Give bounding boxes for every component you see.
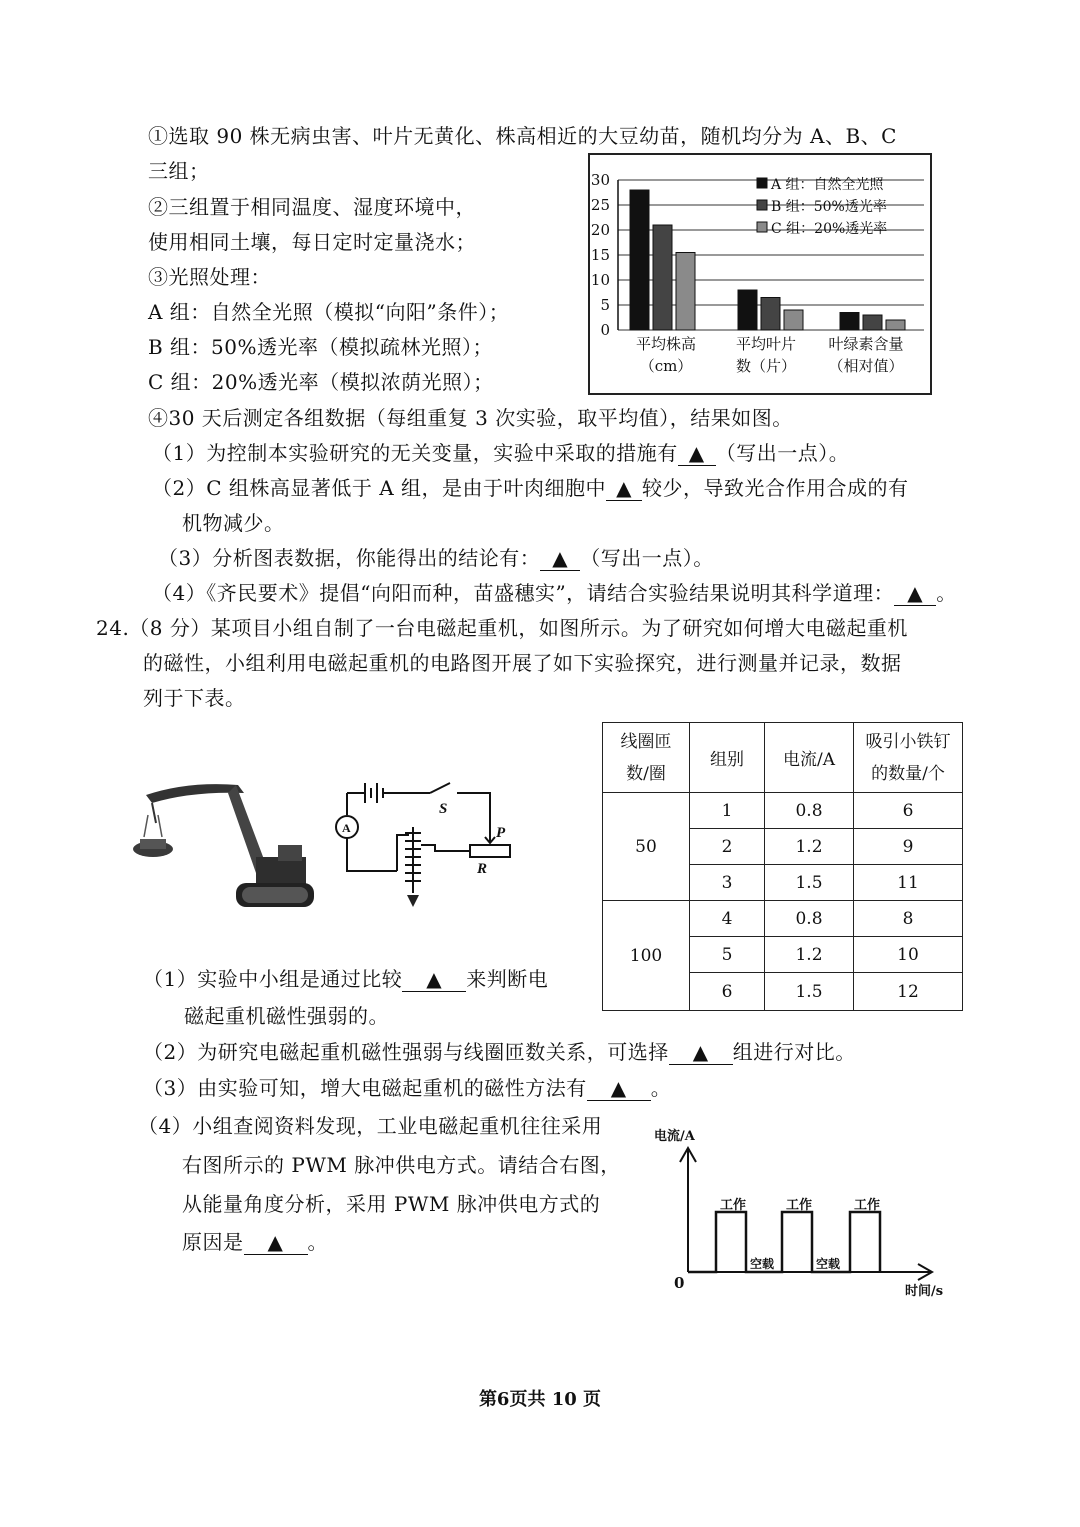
y-tick-label: 0	[600, 321, 610, 339]
q23-sub1: （1）为控制本实验研究的无关变量，实验中采取的措施有 ▲ （写出一点）。	[152, 441, 850, 465]
table-cell: 6	[854, 793, 963, 829]
q23-step3: ③光照处理：	[148, 265, 271, 289]
q23-group-a: A 组：自然全光照（模拟“向阳”条件）；	[148, 300, 510, 324]
table-cell: 1.2	[765, 829, 854, 865]
idle-label: 空载	[750, 1257, 775, 1271]
x-category-label: （相对值）	[828, 357, 904, 375]
slider-label: P	[496, 825, 506, 841]
col-header-group: 组别	[690, 723, 765, 793]
table-row	[603, 901, 963, 937]
legend-label: A 组：自然全光照	[771, 177, 884, 193]
q24-head2: 的磁性，小组利用电磁起重机的电路图开展了如下实验探究，进行测量并记录，数据	[143, 651, 902, 675]
pulse-waveform	[688, 1212, 880, 1272]
legend-swatch	[757, 178, 767, 188]
table-cell: 12	[854, 973, 963, 1011]
x-category-label: 叶绿素含量	[828, 335, 904, 353]
x-category-label: （cm）	[639, 357, 693, 375]
q24-head: 24.（8 分）某项目小组自制了一台电磁起重机，如图所示。为了研究如何增大电磁起重机	[96, 616, 908, 640]
answer-blank: ▲	[606, 476, 642, 501]
ammeter-label: A	[342, 821, 351, 835]
q23-step2: ②三组置于相同温度、湿度环境中，	[148, 195, 476, 219]
crane-illustration	[128, 775, 318, 915]
table-cell: 1.2	[765, 937, 854, 973]
bar	[784, 310, 803, 330]
q24-sub4a: （4）小组查阅资料发现，工业电磁起重机往往采用	[138, 1114, 603, 1138]
bar	[630, 190, 649, 330]
page-footer: 第6页共 10 页	[478, 1389, 602, 1410]
table-cell: 5	[690, 937, 765, 973]
answer-blank: ▲	[540, 546, 580, 571]
x-category-label: 平均株高	[635, 335, 697, 353]
y-tick-label: 30	[590, 171, 610, 189]
table-cell: 8	[854, 901, 963, 937]
x-category-label: 数（片）	[735, 357, 797, 375]
q23-sub4: （4）《齐民要术》提倡“向阳而种，苗盛穗实”，请结合实验结果说明其科学道理： ▲ 。	[152, 581, 957, 605]
q23-step1: ①选取 90 株无病虫害、叶片无黄化、株高相近的大豆幼苗，随机均分为 A、B、C	[148, 124, 897, 148]
table-cell: 1.5	[765, 865, 854, 901]
y-tick-label: 20	[590, 221, 610, 239]
table-cell: 10	[854, 937, 963, 973]
answer-blank: ▲	[587, 1076, 651, 1101]
q23-step2b: 使用相同土壤，每日定时定量浇水；	[148, 230, 476, 254]
legend-label: C 组：20%透光率	[771, 221, 888, 237]
legend-swatch	[757, 200, 767, 210]
table-cell: 1	[690, 793, 765, 829]
x-axis-label: 时间/s	[905, 1284, 944, 1299]
col-header-turns: 线圈匝 数/圈	[603, 723, 690, 793]
col-header-current: 电流/A	[765, 723, 854, 793]
table-cell: 0.8	[765, 793, 854, 829]
bar-chart	[588, 153, 932, 395]
work-label: 工作	[720, 1198, 747, 1213]
q24-sub2: （2）为研究电磁起重机磁性强弱与线圈匝数关系，可选择 ▲ 组进行对比。	[143, 1040, 856, 1064]
table-cell: 3	[690, 865, 765, 901]
bar	[886, 320, 905, 330]
pwm-graph	[650, 1120, 950, 1300]
answer-blank: ▲	[678, 441, 716, 466]
q24-sub4d: 原因是 ▲ 。	[182, 1230, 328, 1254]
rheostat-label: R	[477, 861, 488, 877]
table-cell: 6	[690, 973, 765, 1011]
bar	[761, 298, 780, 331]
q24-sub3: （3）由实验可知，增大电磁起重机的磁性方法有 ▲ 。	[143, 1076, 672, 1100]
y-tick-label: 10	[590, 271, 610, 289]
rheostat-icon	[470, 845, 510, 857]
x-category-label: 平均叶片	[735, 335, 797, 353]
bar	[863, 315, 882, 330]
table-cell: 4	[690, 901, 765, 937]
origin-label: 0	[674, 1274, 685, 1292]
answer-blank: ▲	[244, 1230, 308, 1255]
q23-sub3: （3）分析图表数据，你能得出的结论有： ▲ （写出一点）。	[158, 546, 714, 570]
answer-blank: ▲	[402, 967, 466, 992]
q23-sub2: （2）C 组株高显著低于 A 组，是由于叶肉细胞中 ▲ 较少，导致光合作用合成的有	[152, 476, 909, 500]
idle-label: 空载	[816, 1257, 841, 1271]
y-tick-label: 25	[590, 196, 610, 214]
bar	[738, 290, 757, 330]
q23-group-b: B 组：50%透光率（模拟疏林光照）；	[148, 335, 494, 359]
table-cell: 2	[690, 829, 765, 865]
q23-sub2c: 机物减少。	[182, 511, 285, 535]
y-tick-label: 5	[600, 296, 610, 314]
table-cell: 1.5	[765, 973, 854, 1011]
y-axis-label: 电流/A	[654, 1129, 695, 1144]
turns-cell: 100	[603, 901, 690, 1011]
q24-sub1: （1）实验中小组是通过比较 ▲ 来判断电	[143, 967, 549, 991]
turns-cell: 50	[603, 793, 690, 901]
answer-blank: ▲	[894, 581, 936, 606]
col-header-nails: 吸引小铁钉 的数量/个	[854, 723, 963, 793]
legend-swatch	[757, 222, 767, 232]
q24-head3: 列于下表。	[143, 686, 246, 710]
bar	[840, 313, 859, 331]
q23-step1b: 三组；	[148, 159, 210, 183]
switch-label: S	[439, 801, 448, 817]
circuit-diagram	[325, 775, 525, 915]
table-cell: 11	[854, 865, 963, 901]
q23-group-c: C 组：20%透光率（模拟浓荫光照）；	[148, 370, 494, 394]
q24-sub4b: 右图所示的 PWM 脉冲供电方式。请结合右图，	[182, 1153, 621, 1177]
q24-sub4c: 从能量角度分析，采用 PWM 脉冲供电方式的	[182, 1192, 601, 1216]
bar-chart-svg	[590, 155, 930, 393]
switch-blade	[430, 783, 450, 793]
y-tick-label: 15	[590, 246, 610, 264]
data-table	[602, 722, 963, 1011]
work-label: 工作	[786, 1198, 813, 1213]
bar	[653, 225, 672, 330]
table-row	[603, 793, 963, 829]
table-cell: 9	[854, 829, 963, 865]
work-label: 工作	[854, 1198, 881, 1213]
table-cell: 0.8	[765, 901, 854, 937]
legend-label: B 组：50%透光率	[771, 199, 887, 215]
bar	[676, 253, 695, 331]
q23-step4: ④30 天后测定各组数据（每组重复 3 次实验，取平均值），结果如图。	[148, 406, 793, 430]
answer-blank: ▲	[669, 1040, 733, 1065]
q24-sub1c: 磁起重机磁性强弱的。	[184, 1004, 389, 1028]
crane-icon	[133, 784, 314, 907]
